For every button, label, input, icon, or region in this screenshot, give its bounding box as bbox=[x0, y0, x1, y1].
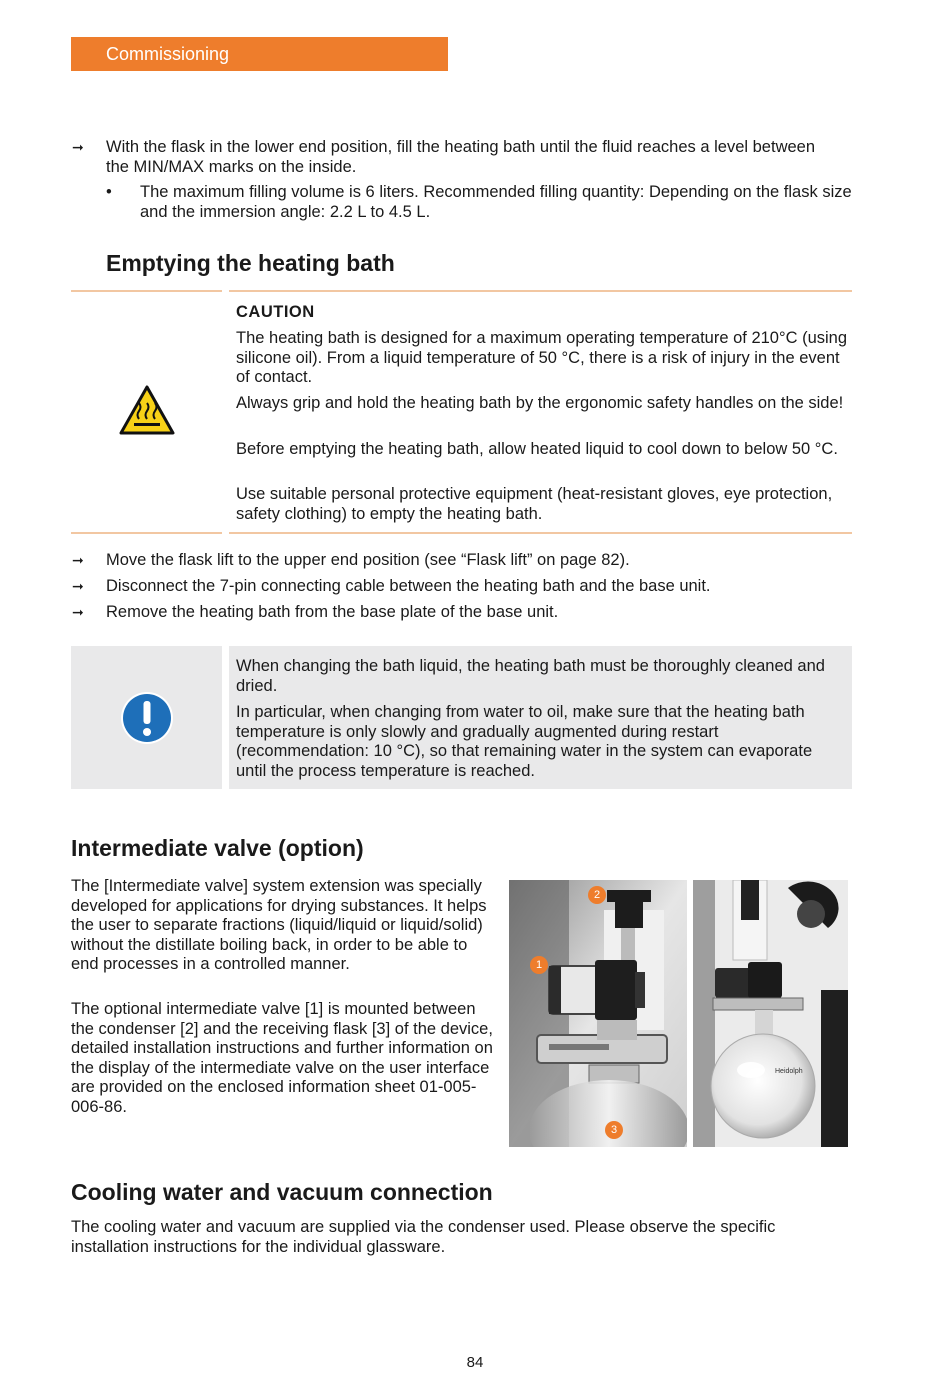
hot-surface-warning-icon bbox=[119, 385, 175, 441]
heading-emptying: Emptying the heating bath bbox=[106, 250, 395, 276]
intermediate-paragraph-1: The [Intermediate valve] system extension was specially developed for applications for drying substances. It helps the user to separate fractions (liquid/liquid or liquid/solid) without the distillate boiling back, in order to be able to end processes in a controlled manner. bbox=[71, 877, 487, 973]
callout-3: 3 bbox=[605, 1121, 623, 1139]
page-number: 84 bbox=[466, 1354, 484, 1371]
notice-paragraph-1: When changing the bath liquid, the heating bath must be thoroughly cleaned and dried. bbox=[236, 657, 825, 695]
caution-top-rule bbox=[71, 290, 222, 292]
caution-paragraph-3: Before emptying the heating bath, allow heated liquid to cool down to below 50 °C. bbox=[236, 440, 838, 458]
bullet-dot-icon: • bbox=[106, 183, 112, 201]
caution-paragraph-4: Use suitable personal protective equipment (heat-resistant gloves, eye protection, safety clothing) to empty the heating bath. bbox=[236, 485, 833, 523]
callout-1: 1 bbox=[530, 956, 548, 974]
intermediate-valve-photo-overview bbox=[693, 880, 848, 1147]
step-fill-note: The maximum filling volume is 6 liters. Recommended filling quantity: Depending on the flask size and the immersion angle: 2.2 L to 4.5 L. bbox=[140, 183, 852, 221]
step-arrow-icon: ➞ bbox=[72, 552, 84, 568]
step-fill-bath: With the flask in the lower end position, fill the heating bath until the fluid reaches a level between the MIN/MAX marks on the inside. bbox=[106, 138, 816, 176]
caution-paragraph-2: Always grip and hold the heating bath by the ergonomic safety handles on the side! bbox=[236, 394, 844, 412]
caution-top-rule-right bbox=[229, 290, 852, 292]
notice-paragraph-2: In particular, when changing from water to oil, make sure that the heating bath temperature is only slowly and gradually augmented during restart (recommendation: 10 °C), so that remaining water in the system can evaporate until the process temperature is reached. bbox=[236, 703, 813, 780]
step-arrow-icon: ➞ bbox=[72, 578, 84, 594]
step-arrow-icon: ➞ bbox=[72, 604, 84, 620]
caution-bottom-rule bbox=[71, 532, 222, 534]
step-arrow-icon: ➞ bbox=[72, 139, 84, 155]
callout-2: 2 bbox=[588, 886, 606, 904]
section-header-title: Commissioning bbox=[106, 44, 230, 64]
step-empty-1: Move the flask lift to the upper end position (see “Flask lift” on page 82). bbox=[106, 551, 630, 569]
cooling-paragraph: The cooling water and vacuum are supplied via the condenser used. Please observe the specific installation instructions for the individual glassware. bbox=[71, 1218, 776, 1256]
caution-bottom-rule-right bbox=[229, 532, 852, 534]
intermediate-paragraph-2: The optional intermediate valve [1] is mounted between the condenser [2] and the receiving flask [3] of the device, detailed installation instructions and further information on the display of the intermediate valve on the user interface are provided on the enclosed information sheet 01-005-006-86. bbox=[71, 1000, 493, 1116]
section-header-bar bbox=[71, 37, 448, 71]
caution-title: CAUTION bbox=[236, 303, 315, 321]
flask-brand-label: Heidolph bbox=[775, 1068, 803, 1075]
heading-cooling-water: Cooling water and vacuum connection bbox=[71, 1179, 493, 1205]
heading-intermediate-valve: Intermediate valve (option) bbox=[71, 835, 364, 861]
caution-paragraph-1: The heating bath is designed for a maximum operating temperature of 210°C (using silicone oil). From a liquid temperature of 50 °C, there is a risk of injury in the event of contact. bbox=[236, 329, 848, 386]
step-empty-2: Disconnect the 7-pin connecting cable between the heating bath and the base unit. bbox=[106, 577, 711, 595]
intermediate-valve-photo-closeup bbox=[509, 880, 687, 1147]
step-empty-3: Remove the heating bath from the base plate of the base unit. bbox=[106, 603, 559, 621]
mandatory-notice-icon bbox=[120, 691, 174, 751]
